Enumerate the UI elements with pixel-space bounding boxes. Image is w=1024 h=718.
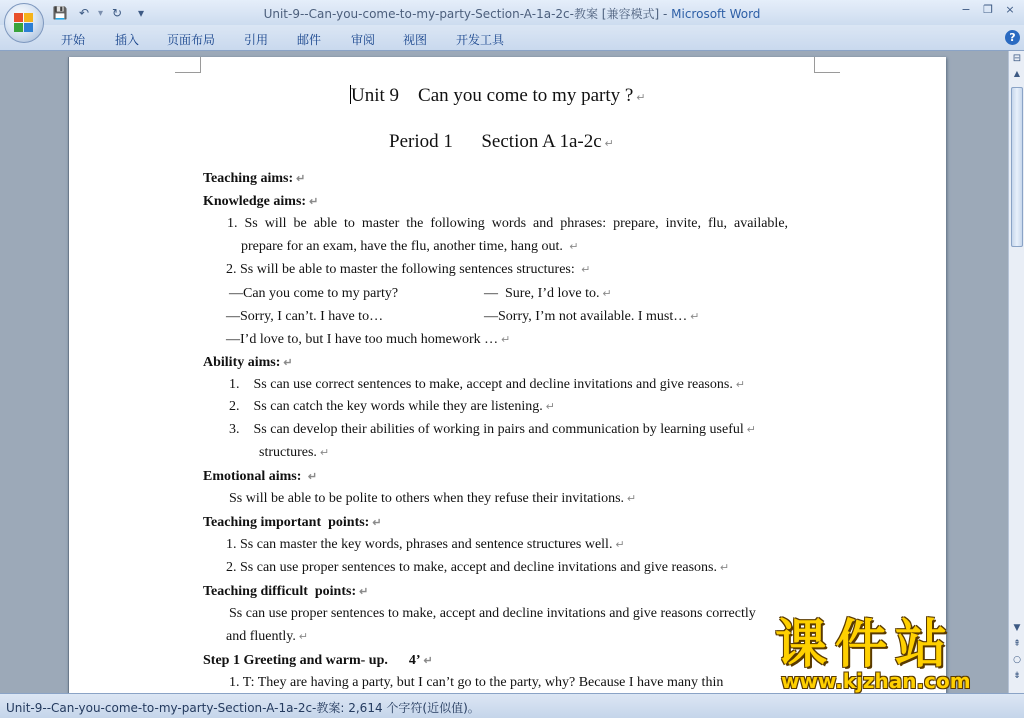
close-icon[interactable]: ×: [1005, 3, 1015, 16]
doc-line: prepare for an exam, have the flu, another time, hang out. ↵: [241, 239, 579, 254]
title-bar: [0, 0, 1024, 25]
watermark-text: 课件站: [775, 615, 956, 675]
watermark: [775, 615, 1005, 695]
document-area: [0, 51, 1008, 693]
doc-title: Unit 9 Can you come to my party ? ↵: [351, 85, 646, 106]
doc-line: Ability aims: ↵: [203, 355, 293, 370]
maximize-icon[interactable]: ❐: [983, 3, 993, 16]
doc-line: 2. Ss will be able to master the following sentences structures: ↵: [226, 262, 591, 277]
help-icon[interactable]: ?: [1005, 30, 1020, 45]
office-button[interactable]: [4, 3, 44, 43]
doc-line: 1. T: They are having a party, but I can’t go to the party, why? Because I have many thin: [229, 675, 724, 690]
window-controls: [956, 2, 1020, 18]
tab-insert[interactable]: 插入: [115, 33, 140, 47]
doc-line: Ss can use proper sentences to make, accept and decline invitations and give reasons correctly: [229, 606, 756, 621]
doc-line: Teaching difficult points: ↵: [203, 584, 369, 599]
crop-mark-left: [175, 57, 201, 73]
doc-line: 2. Ss can catch the key words while they are listening. ↵: [229, 399, 555, 414]
customize-qat-icon[interactable]: ▾: [138, 6, 145, 20]
scroll-up-icon[interactable]: ▲: [1013, 69, 1021, 78]
previous-page-icon[interactable]: ⇞: [1013, 639, 1021, 649]
next-page-icon[interactable]: ⇟: [1013, 671, 1021, 681]
doc-line: and fluently. ↵: [226, 629, 309, 644]
doc-line: 1. Ss will be able to master the following words and phrases: prepare, invite, flu, available,: [227, 216, 789, 231]
select-browse-object-icon[interactable]: ○: [1013, 655, 1021, 665]
tab-view[interactable]: 视图: [403, 33, 428, 47]
tab-review[interactable]: 审阅: [351, 33, 376, 47]
undo-dropdown-icon[interactable]: ▾: [98, 7, 104, 19]
document-page[interactable]: [68, 57, 946, 693]
doc-line: Knowledge aims: ↵: [203, 194, 319, 209]
title-separator: -: [662, 7, 668, 21]
doc-line: 2. Ss can use proper sentences to make, accept and decline invitations and give reasons. ↵: [226, 560, 730, 575]
redo-icon[interactable]: ↻: [112, 6, 123, 20]
office-logo-icon: [14, 13, 34, 33]
tab-developer[interactable]: 开发工具: [456, 33, 505, 47]
tab-references[interactable]: 引用: [244, 33, 269, 47]
watermark-url: www.kjzhan.com: [781, 669, 971, 693]
scroll-down-icon[interactable]: ▼: [1013, 623, 1021, 633]
doc-line: —Sorry, I’m not available. I must… ↵: [484, 309, 700, 324]
minimize-icon[interactable]: −: [961, 3, 971, 16]
ribbon-tabs: [0, 25, 1024, 51]
doc-line: — Sure, I’d love to. ↵: [484, 286, 612, 301]
doc-line: Teaching important points: ↵: [203, 515, 382, 530]
doc-line: Emotional aims: ↵: [203, 469, 318, 484]
tab-home[interactable]: 开始: [61, 33, 86, 47]
doc-line: Step 1 Greeting and warm- up. 4’ ↵: [203, 653, 433, 668]
vertical-scrollbar[interactable]: [1008, 51, 1024, 693]
document-title: Unit-9--Can-you-come-to-my-party-Section-A-1a-2c-教案 [兼容模式]: [263, 7, 660, 21]
doc-line: —Can you come to my party?: [229, 286, 399, 301]
doc-line: 1. Ss can use correct sentences to make, accept and decline invitations and give reasons. ↵: [229, 377, 746, 392]
doc-line: Teaching aims: ↵: [203, 171, 306, 186]
status-text: Unit-9--Can-you-come-to-my-party-Section-A-1a-2c-教案: 2,614 个字符(近似值)。: [6, 701, 480, 715]
tab-mailings[interactable]: 邮件: [297, 33, 322, 47]
doc-line: structures. ↵: [259, 445, 330, 460]
app-name: Microsoft Word: [671, 7, 761, 21]
doc-line: 1. Ss can master the key words, phrases and sentence structures well. ↵: [226, 537, 625, 552]
doc-line: —Sorry, I can’t. I have to…: [226, 309, 384, 324]
window-title: [0, 5, 1024, 22]
crop-mark-right: [814, 57, 840, 73]
ruler-toggle-icon[interactable]: ⊟: [1012, 53, 1022, 64]
doc-subtitle: Period 1 Section A 1a-2c ↵: [389, 131, 614, 152]
doc-line: —I’d love to, but I have too much homework … ↵: [226, 332, 511, 347]
status-bar: [0, 693, 1024, 718]
tab-page-layout[interactable]: 页面布局: [167, 33, 216, 47]
doc-line: Ss will be able to be polite to others when they refuse their invitations. ↵: [229, 491, 637, 506]
scroll-thumb[interactable]: [1011, 87, 1023, 247]
save-icon[interactable]: 💾: [52, 6, 68, 20]
doc-line: 3. Ss can develop their abilities of working in pairs and communication by learning useful ↵: [229, 422, 756, 437]
undo-icon[interactable]: ↶: [78, 6, 90, 20]
